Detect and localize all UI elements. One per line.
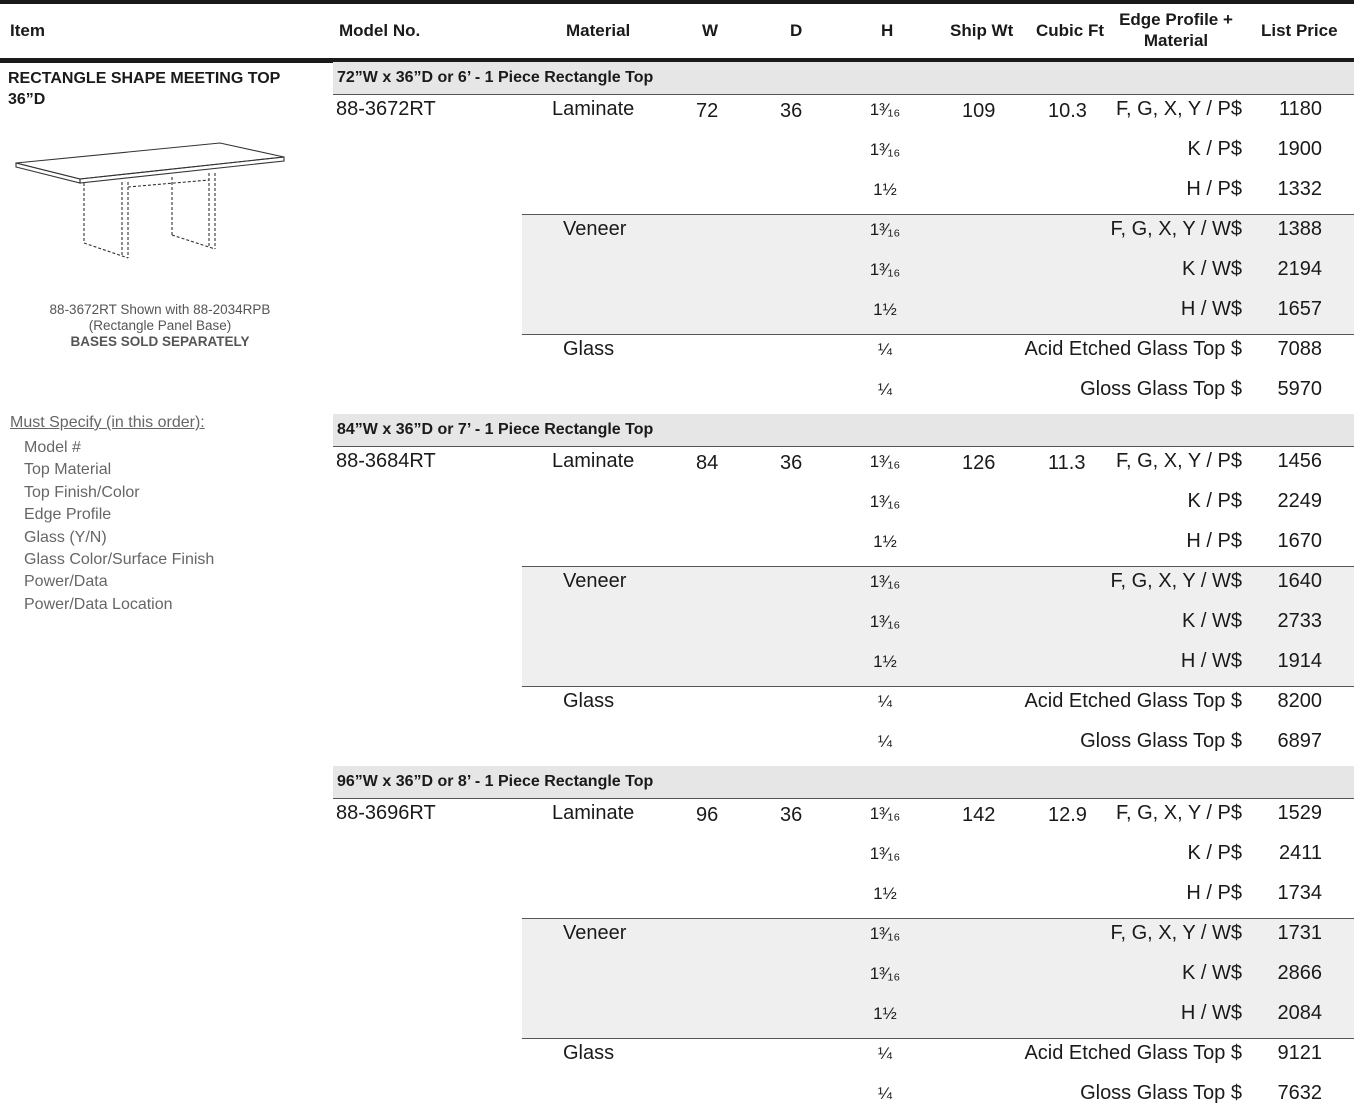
header-item: Item bbox=[10, 21, 45, 40]
edge-profile-value: K / W$ bbox=[1181, 610, 1242, 632]
edge-profile-value: F, G, X, Y / W$ bbox=[1110, 218, 1242, 240]
model-number: 88-3696RT bbox=[336, 802, 436, 824]
list-price-value: 2733 bbox=[1277, 610, 1322, 632]
header-ship-wt: Ship Wt bbox=[950, 21, 1014, 40]
height-value: 1³⁄₁₆ bbox=[869, 804, 901, 823]
height-value: ¼ bbox=[877, 1044, 893, 1063]
group-title-band bbox=[333, 62, 1354, 95]
must-specify-item: Power/Data Location bbox=[24, 595, 173, 613]
height-value: 1³⁄₁₆ bbox=[869, 260, 901, 279]
edge-profile-value: H / W$ bbox=[1180, 650, 1242, 672]
material-label: Laminate bbox=[552, 98, 635, 120]
list-price-value: 1670 bbox=[1277, 530, 1322, 552]
width-value: 84 bbox=[696, 452, 719, 474]
edge-profile-value: H / P$ bbox=[1186, 882, 1242, 904]
group-title-band bbox=[333, 414, 1354, 447]
ship-weight-value: 142 bbox=[962, 804, 996, 826]
material-label: Laminate bbox=[552, 450, 635, 472]
item-title-line2: 36”D bbox=[8, 91, 46, 108]
header-model: Model No. bbox=[339, 21, 421, 40]
height-value: 1½ bbox=[873, 180, 897, 199]
material-label: Glass bbox=[563, 1042, 615, 1064]
material-label: Veneer bbox=[563, 922, 627, 944]
height-value: ¼ bbox=[877, 1084, 893, 1103]
model-number: 88-3672RT bbox=[336, 98, 436, 120]
height-value: 1³⁄₁₆ bbox=[869, 844, 901, 863]
list-price-value: 1900 bbox=[1277, 138, 1322, 160]
list-price-value: 9121 bbox=[1277, 1042, 1322, 1064]
header-edge-profile bbox=[1106, 9, 1246, 51]
edge-profile-value: K / W$ bbox=[1181, 962, 1242, 984]
edge-profile-value: Gloss Glass Top $ bbox=[1080, 378, 1242, 400]
height-value: 1³⁄₁₆ bbox=[869, 612, 901, 631]
edge-profile-value: Gloss Glass Top $ bbox=[1080, 1082, 1242, 1104]
edge-profile-value: K / P$ bbox=[1187, 490, 1242, 512]
cubic-ft-value: 10.3 bbox=[1048, 100, 1087, 122]
caption-line1: 88-3672RT Shown with 88-2034RPB bbox=[49, 302, 271, 317]
must-specify-item: Glass (Y/N) bbox=[24, 528, 107, 546]
list-price-value: 1734 bbox=[1277, 882, 1322, 904]
header-edge-line2: Material bbox=[1143, 31, 1209, 50]
width-value: 96 bbox=[696, 804, 719, 826]
top-rule bbox=[0, 0, 1354, 4]
header-h: H bbox=[881, 21, 894, 40]
height-value: 1³⁄₁₆ bbox=[869, 492, 901, 511]
must-specify-item: Top Finish/Color bbox=[24, 483, 140, 501]
list-price-value: 1180 bbox=[1278, 98, 1322, 120]
edge-profile-value: Acid Etched Glass Top $ bbox=[1024, 338, 1242, 360]
width-value: 72 bbox=[696, 100, 719, 122]
glass-divider bbox=[522, 334, 1354, 335]
cubic-ft-value: 12.9 bbox=[1048, 804, 1087, 826]
list-price-value: 1640 bbox=[1277, 570, 1322, 592]
list-price-value: 2866 bbox=[1277, 962, 1322, 984]
item-title-line1: RECTANGLE SHAPE MEETING TOP bbox=[8, 70, 281, 87]
must-specify-item: Glass Color/Surface Finish bbox=[24, 551, 215, 569]
header-list-price: List Price bbox=[1261, 21, 1338, 40]
edge-profile-value: Acid Etched Glass Top $ bbox=[1024, 690, 1242, 712]
ship-weight-value: 109 bbox=[962, 100, 996, 122]
list-price-value: 8200 bbox=[1277, 690, 1322, 712]
height-value: 1³⁄₁₆ bbox=[869, 220, 901, 239]
group-title: 84”W x 36”D or 7’ - 1 Piece Rectangle Top bbox=[337, 421, 654, 438]
list-price-value: 1529 bbox=[1277, 802, 1322, 824]
list-price-value: 1657 bbox=[1277, 298, 1322, 320]
group-title: 72”W x 36”D or 6’ - 1 Piece Rectangle Top bbox=[337, 69, 654, 86]
glass-divider bbox=[522, 1038, 1354, 1039]
header-w: W bbox=[702, 21, 719, 40]
list-price-value: 1332 bbox=[1277, 178, 1322, 200]
height-value: 1³⁄₁₆ bbox=[869, 452, 901, 471]
caption-line2: (Rectangle Panel Base) bbox=[88, 318, 232, 333]
list-price-value: 7632 bbox=[1277, 1082, 1322, 1104]
list-price-value: 6897 bbox=[1277, 730, 1322, 752]
material-label: Laminate bbox=[552, 802, 635, 824]
depth-value: 36 bbox=[780, 100, 803, 122]
list-price-value: 7088 bbox=[1277, 338, 1322, 360]
height-value: 1½ bbox=[873, 300, 897, 319]
height-value: 1½ bbox=[873, 1004, 897, 1023]
list-price-value: 1388 bbox=[1277, 218, 1322, 240]
must-specify-item: Model # bbox=[24, 439, 81, 456]
edge-profile-value: F, G, X, Y / W$ bbox=[1110, 922, 1242, 944]
header-cubic-ft: Cubic Ft bbox=[1036, 21, 1104, 40]
height-value: 1³⁄₁₆ bbox=[869, 924, 901, 943]
edge-profile-value: Acid Etched Glass Top $ bbox=[1024, 1042, 1242, 1064]
material-label: Glass bbox=[563, 690, 615, 712]
group-title-band bbox=[333, 766, 1354, 799]
edge-profile-value: H / W$ bbox=[1180, 298, 1242, 320]
height-value: 1½ bbox=[873, 652, 897, 671]
glass-divider bbox=[522, 686, 1354, 687]
height-value: ¼ bbox=[877, 732, 893, 751]
caption-line3: BASES SOLD SEPARATELY bbox=[70, 334, 250, 349]
header-material: Material bbox=[566, 21, 631, 40]
group-title: 96”W x 36”D or 8’ - 1 Piece Rectangle Top bbox=[337, 773, 654, 790]
edge-profile-value: F, G, X, Y / P$ bbox=[1116, 450, 1242, 472]
depth-value: 36 bbox=[780, 804, 803, 826]
height-value: 1½ bbox=[873, 884, 897, 903]
material-label: Glass bbox=[563, 338, 615, 360]
edge-profile-value: H / P$ bbox=[1186, 178, 1242, 200]
height-value: 1³⁄₁₆ bbox=[869, 964, 901, 983]
edge-profile-value: H / P$ bbox=[1186, 530, 1242, 552]
must-specify-item: Edge Profile bbox=[24, 506, 112, 524]
must-specify-item: Top Material bbox=[24, 461, 112, 479]
material-label: Veneer bbox=[563, 570, 627, 592]
item-title bbox=[8, 68, 280, 110]
list-price-value: 2084 bbox=[1277, 1002, 1322, 1024]
list-price-value: 1914 bbox=[1277, 650, 1322, 672]
edge-profile-value: F, G, X, Y / P$ bbox=[1116, 802, 1242, 824]
edge-profile-value: K / P$ bbox=[1187, 138, 1242, 160]
list-price-value: 5970 bbox=[1277, 378, 1322, 400]
height-value: 1³⁄₁₆ bbox=[869, 100, 901, 119]
edge-profile-value: K / W$ bbox=[1181, 258, 1242, 280]
height-value: ¼ bbox=[877, 692, 893, 711]
must-specify-list bbox=[24, 437, 214, 616]
list-price-value: 1456 bbox=[1277, 450, 1322, 472]
model-number: 88-3684RT bbox=[336, 450, 436, 472]
list-price-value: 2194 bbox=[1277, 258, 1322, 280]
table-drawing bbox=[10, 135, 290, 265]
list-price-value: 2411 bbox=[1278, 842, 1322, 864]
list-price-value: 2249 bbox=[1277, 490, 1322, 512]
height-value: ¼ bbox=[877, 380, 893, 399]
height-value: 1³⁄₁₆ bbox=[869, 572, 901, 591]
header-edge-line1: Edge Profile + bbox=[1119, 10, 1233, 29]
height-value: 1½ bbox=[873, 532, 897, 551]
edge-profile-value: F, G, X, Y / W$ bbox=[1110, 570, 1242, 592]
must-specify-title: Must Specify (in this order): bbox=[10, 414, 205, 431]
edge-profile-value: H / W$ bbox=[1180, 1002, 1242, 1024]
list-price-value: 1731 bbox=[1277, 922, 1322, 944]
edge-profile-value: Gloss Glass Top $ bbox=[1080, 730, 1242, 752]
depth-value: 36 bbox=[780, 452, 803, 474]
must-specify-item: Power/Data bbox=[24, 573, 108, 591]
edge-profile-value: K / P$ bbox=[1187, 842, 1242, 864]
material-label: Veneer bbox=[563, 218, 627, 240]
image-caption bbox=[20, 302, 300, 350]
height-value: ¼ bbox=[877, 340, 893, 359]
edge-profile-value: F, G, X, Y / P$ bbox=[1116, 98, 1242, 120]
height-value: 1³⁄₁₆ bbox=[869, 140, 901, 159]
cubic-ft-value: 11.3 bbox=[1048, 452, 1086, 474]
ship-weight-value: 126 bbox=[962, 452, 996, 474]
header-d: D bbox=[790, 21, 803, 40]
